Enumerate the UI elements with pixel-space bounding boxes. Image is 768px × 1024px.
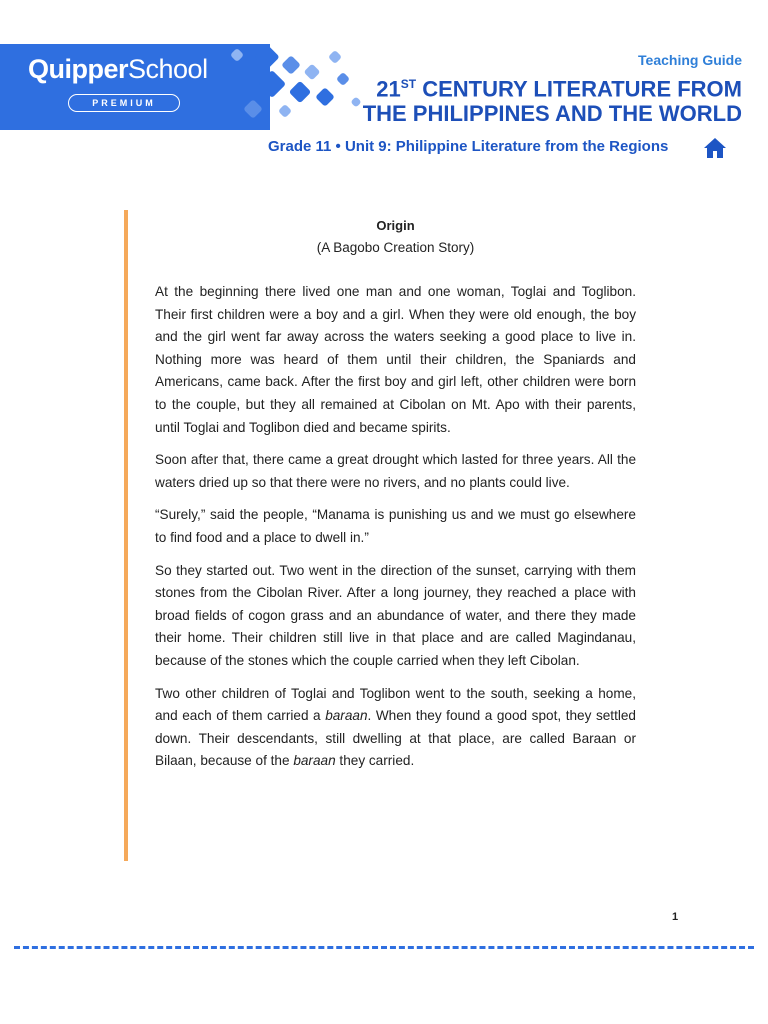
story-content xyxy=(155,215,636,783)
footer-divider xyxy=(14,946,754,949)
text-run: . When they found a good spot, they settled down. Their descendants, still dwelling at that place, are called Baraan or Bilaan, because of the xyxy=(155,708,636,769)
course-title-number: 21 xyxy=(376,76,401,102)
course-title-line2: THE PHILIPPINES AND THE WORLD xyxy=(362,101,742,127)
quipper-school-logo xyxy=(28,54,208,85)
course-title-rest: CENTURY LITERATURE FROM xyxy=(416,76,742,102)
italic-term: baraan xyxy=(293,753,336,769)
header-banner xyxy=(0,44,768,130)
story-paragraph xyxy=(155,683,636,773)
course-title xyxy=(363,72,742,126)
italic-term: baraan xyxy=(325,708,368,724)
accent-bar xyxy=(124,210,128,861)
unit-breadcrumb: Grade 11 • Unit 9: Philippine Literature from the Regions xyxy=(268,138,669,155)
story-paragraph: So they started out. Two went in the direction of the sunset, carrying with them stones from the Cibolan River. After a long journey, they reached a place with broad fields of cogon grass and an abundance of water, and there they made their home. Their children still live in that place and are called Magindanau, because of the stones which the couple carried when they left Cibolan. xyxy=(155,562,636,668)
home-icon[interactable] xyxy=(703,136,727,160)
story-paragraph: “Surely,” said the people, “Manama is punishing us and we must go elsewhere to find food and a place to dwell in.” xyxy=(155,507,636,545)
story-subtitle: (A Bagobo Creation Story) xyxy=(316,240,475,255)
course-title-superscript: ST xyxy=(400,77,417,91)
story-title: Origin xyxy=(376,218,415,233)
logo-brand: Quipper xyxy=(28,54,129,84)
text-run: they carried. xyxy=(335,753,415,769)
logo-panel xyxy=(0,44,270,130)
logo-school: School xyxy=(128,54,208,84)
premium-badge: PREMIUM xyxy=(68,94,180,112)
guide-label: Teaching Guide xyxy=(638,52,742,68)
story-paragraph: At the beginning there lived one man and one woman, Toglai and Toglibon. Their first children were a boy and a girl. When they were old enough, the boy and the girl went far away across the waters seeking a good place to live in. Nothing more was heard of them until their children, the Spaniards and Americans, came back. After the first boy and girl left, other children were born to the couple, but they all remained at Cibolan on Mt. Apo with their parents, until Toglai and Toglibon died and became spirits. xyxy=(155,284,636,435)
text-run: Two other children of Toglai and Toglibon went to the south, seeking a home, and each of them carried a xyxy=(155,685,636,724)
story-paragraph: Soon after that, there came a great drought which lasted for three years. All the waters dried up so that there were no rivers, and no plants could live. xyxy=(155,452,636,490)
page-number: 1 xyxy=(672,911,679,923)
